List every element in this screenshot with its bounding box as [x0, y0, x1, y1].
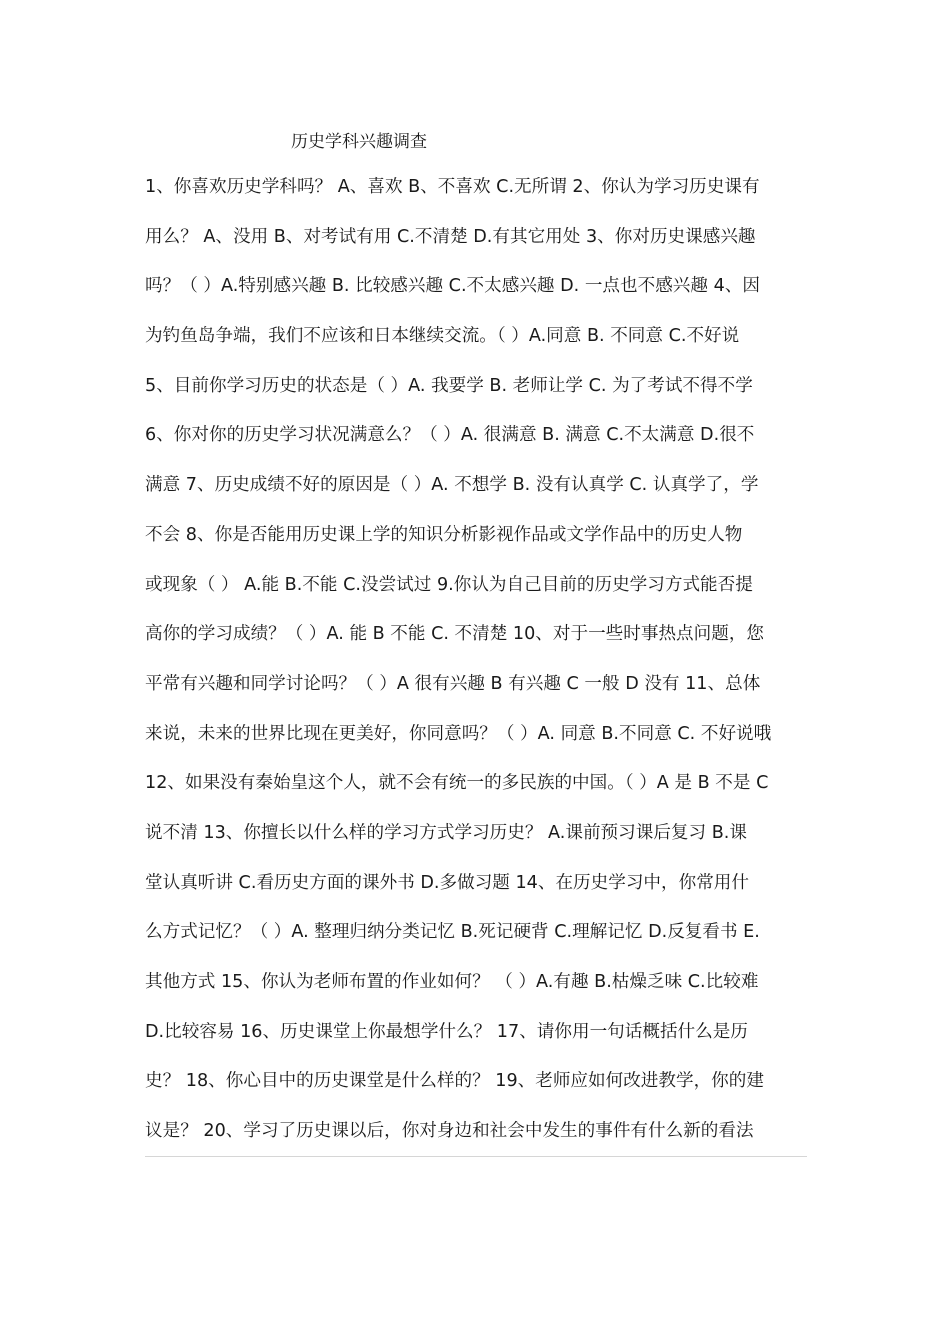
text-line: 议是？ 20、学习了历史课以后，你对身边和社会中发生的事件有什么新的看法: [145, 1121, 754, 1142]
page-divider: [145, 1156, 807, 1157]
text-line: 用么？ A、没用 B、对考试有用 C.不清楚 D.有其它用处 3、你对历史课感兴趣: [145, 226, 756, 247]
text-line: 不会 8、你是否能用历史课上学的知识分析影视作品或文学作品中的历史人物: [145, 524, 743, 545]
survey-body: [145, 172, 815, 1166]
text-line: D.比较容易 16、历史课堂上你最想学什么？ 17、请你用一句话概括什么是历: [145, 1021, 748, 1042]
text-line: 5、目前你学习历史的状态是（ ）A. 我要学 B. 老师让学 C. 为了考试不得不学: [145, 375, 753, 396]
text-line: 吗？（ ）A.特别感兴趣 B. 比较感兴趣 C.不太感兴趣 D. 一点也不感兴趣 4、因: [145, 276, 760, 297]
text-line: 么方式记忆？（ ）A. 整理归纳分类记忆 B.死记硬背 C.理解记忆 D.反复看书 E.: [145, 922, 760, 943]
text-line: 平常有兴趣和同学讨论吗？（ ）A 很有兴趣 B 有兴趣 C 一般 D 没有 11、总体: [145, 673, 761, 694]
text-line: 1、你喜欢历史学科吗？ A、喜欢 B、不喜欢 C.无所谓 2、你认为学习历史课有: [145, 177, 760, 197]
text-line: 史？ 18、你心目中的历史课堂是什么样的？ 19、老师应如何改进教学，你的建: [145, 1071, 764, 1092]
text-line: 满意 7、历史成绩不好的原因是（ ）A. 不想学 B. 没有认真学 C. 认真学了，学: [145, 475, 759, 496]
text-line: 高你的学习成绩？（ ）A. 能 B 不能 C. 不清楚 10、对于一些时事热点问题，您: [145, 624, 765, 645]
text-line: 说不清 13、你擅长以什么样的学习方式学习历史？ A.课前预习课后复习 B.课: [145, 822, 747, 843]
text-line: 12、如果没有秦始皇这个人，就不会有统一的多民族的中国。（ ）A 是 B 不是 C: [145, 773, 769, 794]
text-line: 或现象（ ） A.能 B.不能 C.没尝试过 9.你认为自己目前的历史学习方式能否提: [145, 574, 753, 595]
text-line: 6、你对你的历史学习状况满意么？（ ）A. 很满意 B. 满意 C.不太满意 D.很不: [145, 425, 755, 446]
document-title: 历史学科兴趣调查: [291, 132, 427, 152]
text-line: 为钓鱼岛争端，我们不应该和日本继续交流。（ ）A.同意 B. 不同意 C.不好说: [145, 326, 740, 347]
text-line: 来说，未来的世界比现在更美好，你同意吗？（ ）A. 同意 B.不同意 C. 不好说哦: [145, 723, 772, 744]
text-line: 其他方式 15、你认为老师布置的作业如何？ （ ）A.有趣 B.枯燥乏味 C.比较难: [145, 972, 759, 992]
text-line: 堂认真听讲 C.看历史方面的课外书 D.多做习题 14、在历史学习中，你常用什: [145, 872, 749, 893]
